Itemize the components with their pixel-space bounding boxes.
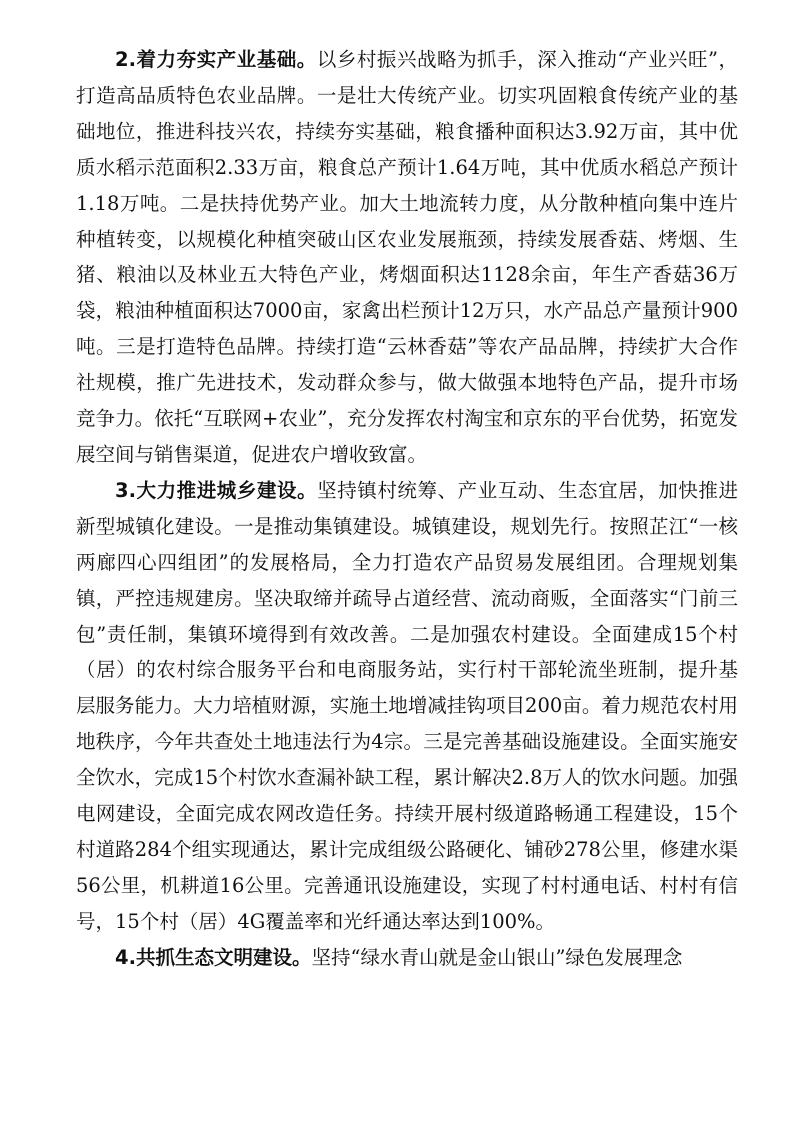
section-3-heading: 3.大力推进城乡建设。	[115, 478, 318, 502]
document-page	[76, 42, 738, 976]
section-2-body: 以乡村振兴战略为抓手，深入推动“产业兴旺”，打造高品质特色农业品牌。一是壮大传统产业。切实巩固粮食传统产业的基础地位，推进科技兴农，持续夯实基础，粮食播种面积达3.92万亩，其中优质水稻示范面积2.33万亩，粮食总产预计1.64万吨，其中优质水稻总产预计1.18万吨。二是扶持优势产业。加大土地流转力度，从分散种植向集中连片种植转变，以规模化种植突破山区农业发展瓶颈，持续发展香菇、烤烟、生猪、粮油以及林业五大特色产业，烤烟面积达1128余亩，年生产香菇36万袋，粮油种植面积达7000亩，家禽出栏预计12万只，水产品总产量预计900吨。三是打造特色品牌。持续打造“云林香菇”等农产品品牌，持续扩大合作社规模，推广先进技术，发动群众参与，做大做强本地特色产品，提升市场竞争力。依托“互联网+农业”，充分发挥农村淘宝和京东的平台优势，拓宽发展空间与销售渠道，促进农户增收致富。	[76, 48, 738, 466]
section-4-heading: 4.共抓生态文明建设。	[115, 945, 312, 969]
section-3-body: 坚持镇村统筹、产业互动、生态宜居，加快推进新型城镇化建设。一是推动集镇建设。城镇建设，规划先行。按照芷江“一核两廊四心四组团”的发展格局，全力打造农产品贸易发展组团。合理规划集镇，严控违规建房。坚决取缔并疏导占道经营、流动商贩，全面落实“门前三包”责任制，集镇环境得到有效改善。二是加强农村建设。全面建成15个村（居）的农村综合服务平台和电商服务站，实行村干部轮流坐班制，提升基层服务能力。大力培植财源，实施土地增减挂钩项目200亩。着力规范农村用地秩序，今年共查处土地违法行为4宗。三是完善基础设施建设。全面实施安全饮水，完成15个村饮水查漏补缺工程，累计解决2.8万人的饮水问题。加强电网建设，全面完成农网改造任务。持续开展村级道路畅通工程建设，15个村道路284个组实现通达，累计完成组级公路硬化、铺砂278公里，修建水渠56公里，机耕道16公里。完善通讯设施建设，实现了村村通电话、村村有信号，15个村（居）4G覆盖率和光纤通达率达到100%。	[76, 478, 738, 933]
section-3-paragraph	[76, 473, 738, 940]
section-4-body: 坚持“绿水青山就是金山银山”绿色发展理念	[311, 945, 683, 969]
section-4-paragraph	[76, 940, 738, 976]
section-2-paragraph	[76, 42, 738, 473]
section-2-heading: 2.着力夯实产业基础。	[115, 48, 317, 71]
